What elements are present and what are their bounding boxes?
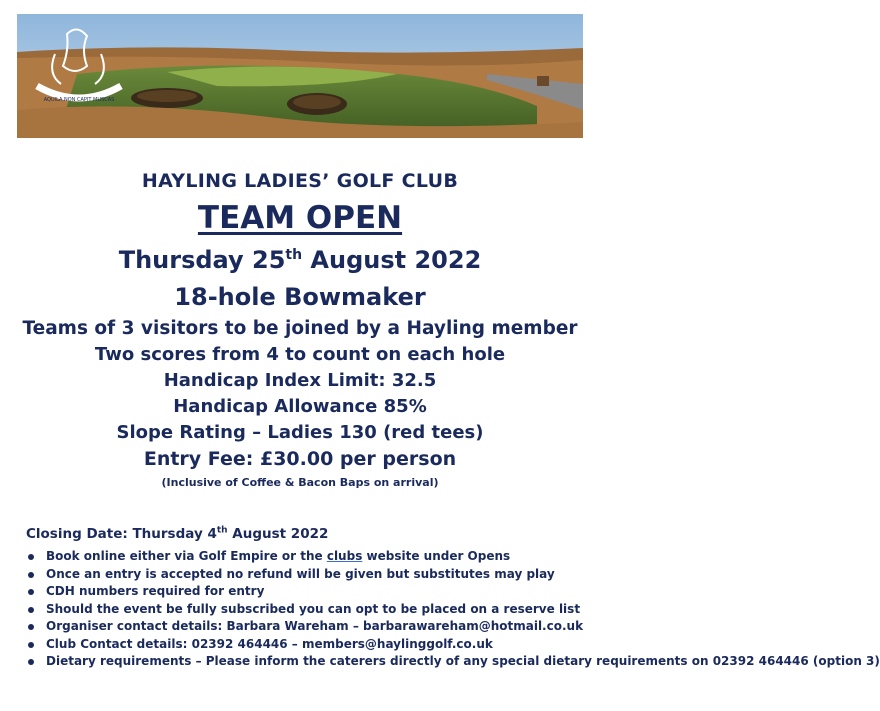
info-list (24, 548, 880, 671)
list-item: CDH numbers required for entry (24, 583, 584, 601)
event-format: 18-hole Bowmaker (174, 283, 426, 311)
course-banner-image (17, 14, 583, 138)
list-item: Dietary requirements – Please inform the caterers directly of any special dietary requirements on 02392 464446 (option 3) (24, 653, 584, 671)
clubs-website-link[interactable]: clubs (326, 549, 363, 563)
list-item: Should the event be fully subscribed you can opt to be placed on a reserve list (24, 601, 584, 619)
bullet-icon (28, 589, 34, 595)
teams-detail: Teams of 3 visitors to be joined by a Hayling member (22, 318, 578, 339)
bullet-icon (28, 607, 34, 613)
bullet-icon (28, 642, 34, 648)
list-item: Once an entry is accepted no refund will be given but substitutes may play (24, 566, 584, 584)
fee-inclusive-note: (Inclusive of Coffee & Bacon Baps on arrival) (161, 476, 439, 489)
crest-motto: AQUILA NON CAPIT MUSCAS (43, 97, 115, 103)
closing-date: Closing Date: Thursday 4th August 2022 (26, 525, 329, 542)
event-title: TEAM OPEN (197, 200, 403, 236)
list-item: Book online either via Golf Empire or the clubs website under Opens (24, 548, 584, 566)
bullet-icon (28, 572, 34, 578)
event-date: Thursday 25th August 2022 (118, 246, 482, 274)
list-item: Club Contact details: 02392 464446 – members@haylinggolf.co.uk (24, 636, 584, 654)
bullet-icon (28, 624, 34, 630)
handicap-limit: Handicap Index Limit: 32.5 (163, 370, 437, 391)
bullet-icon (28, 554, 34, 560)
handicap-allowance: Handicap Allowance 85% (173, 396, 427, 417)
bullet-icon (28, 659, 34, 665)
list-item: Organiser contact details: Barbara Wareham – barbarawareham@hotmail.co.uk (24, 618, 584, 636)
slope-rating: Slope Rating – Ladies 130 (red tees) (116, 422, 484, 443)
scores-detail: Two scores from 4 to count on each hole (94, 344, 506, 365)
entry-fee: Entry Fee: £30.00 per person (143, 448, 457, 470)
club-name: HAYLING LADIES’ GOLF CLUB (141, 170, 459, 192)
